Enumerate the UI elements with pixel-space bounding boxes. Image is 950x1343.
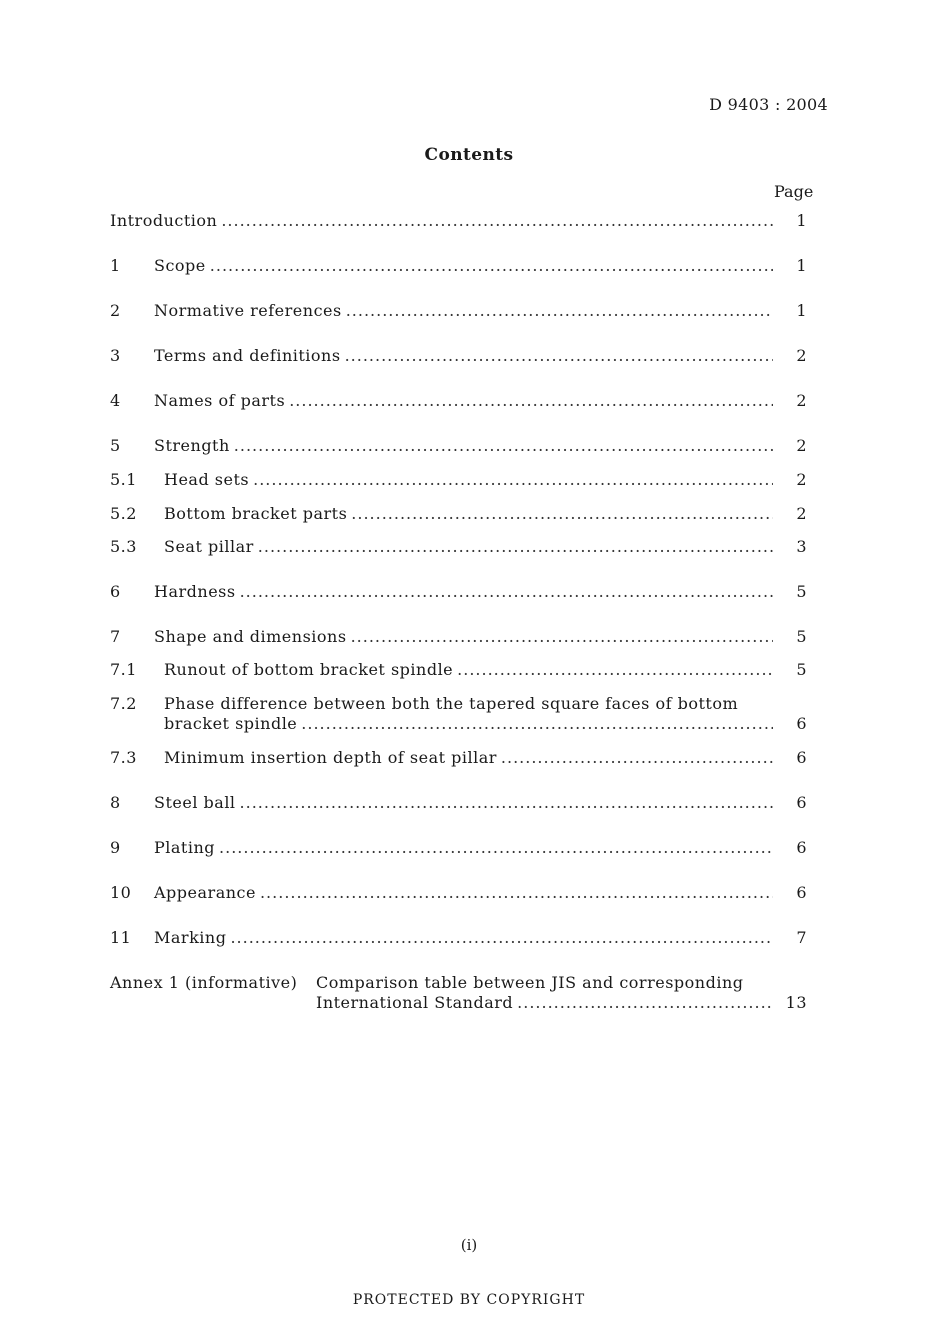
toc-label: Marking [154,928,227,947]
leader-dots [301,714,773,734]
toc-number: 7.1 [110,660,137,679]
toc-page: 13 [785,993,807,1012]
toc-number: 4 [110,391,121,410]
leader-dots [221,211,773,231]
toc-page: 5 [796,582,807,601]
leader-dots [260,883,773,903]
toc-label-line2: bracket spindle [164,714,298,733]
toc-number: 5.1 [110,470,137,489]
toc-label: Normative references [154,301,342,320]
toc-page: 6 [796,793,807,812]
toc-page: 1 [796,211,807,230]
toc-number: 7.3 [110,748,137,767]
toc-label: Minimum insertion depth of seat pillar [164,748,497,767]
page-title: Contents [424,145,514,165]
toc-page: 6 [796,714,807,733]
toc-label: Runout of bottom bracket spindle [164,660,454,679]
toc-label: Terms and definitions [154,346,341,365]
toc-page: 2 [796,436,807,455]
toc-page: 2 [796,470,807,489]
toc-label: Bottom bracket parts [164,504,348,523]
toc-number: 8 [110,793,121,812]
toc-label: Appearance [154,883,256,902]
toc-label: Strength [154,436,230,455]
toc-number: Annex 1 (informative) [110,973,298,992]
toc-page: 2 [796,346,807,365]
toc-label: Head sets [164,470,250,489]
toc-page: 1 [796,301,807,320]
toc-page: 7 [796,928,807,947]
toc-label: Seat pillar [164,537,254,556]
toc-number: 6 [110,582,121,601]
leader-dots [457,660,773,680]
leader-dots [501,748,773,768]
toc-number: 7.2 [110,694,137,713]
toc-label-line1: Phase difference between both the tapered square faces of bottom [164,694,739,713]
toc-number: 10 [110,883,132,902]
toc-label: Hardness [154,582,236,601]
leader-dots [234,436,773,456]
copyright-notice: PROTECTED BY COPYRIGHT [352,1292,586,1308]
toc-number: 9 [110,838,121,857]
leader-dots [346,301,773,321]
toc-page: 2 [796,504,807,523]
toc-label: Introduction [110,211,218,230]
toc-label: Plating [154,838,216,857]
leader-dots [345,346,773,366]
toc-number: 5.3 [110,537,137,556]
leader-dots [289,391,773,411]
toc-label: Scope [154,256,206,275]
toc-label-line1: Comparison table between JIS and corresponding [316,973,744,992]
toc-label: Steel ball [154,793,236,812]
leader-dots [219,838,773,858]
page-column-header: Page [774,182,814,201]
toc-page: 3 [796,537,807,556]
toc-number: 5.2 [110,504,137,523]
toc-page: 2 [796,391,807,410]
leader-dots [210,256,773,276]
toc-page: 6 [796,748,807,767]
toc-number: 1 [110,256,121,275]
toc-label-line2: International Standard [316,993,514,1012]
toc-number: 7 [110,627,121,646]
toc-page: 6 [796,838,807,857]
toc-number: 5 [110,436,121,455]
toc-number: 11 [110,928,132,947]
leader-dots [240,793,773,813]
leader-dots [517,993,773,1013]
leader-dots [351,504,773,524]
doc-code: D 9403 : 2004 [709,95,828,114]
toc-page: 5 [796,660,807,679]
toc-page: 1 [796,256,807,275]
leader-dots [351,627,773,647]
footer-page-number: (i) [460,1236,478,1254]
toc-number: 2 [110,301,121,320]
toc-page: 5 [796,627,807,646]
leader-dots [258,537,773,557]
toc-label: Shape and dimensions [154,627,347,646]
toc-label: Names of parts [154,391,286,410]
leader-dots [230,928,773,948]
toc-number: 3 [110,346,121,365]
toc-page: 6 [796,883,807,902]
leader-dots [240,582,773,602]
leader-dots [253,470,773,490]
